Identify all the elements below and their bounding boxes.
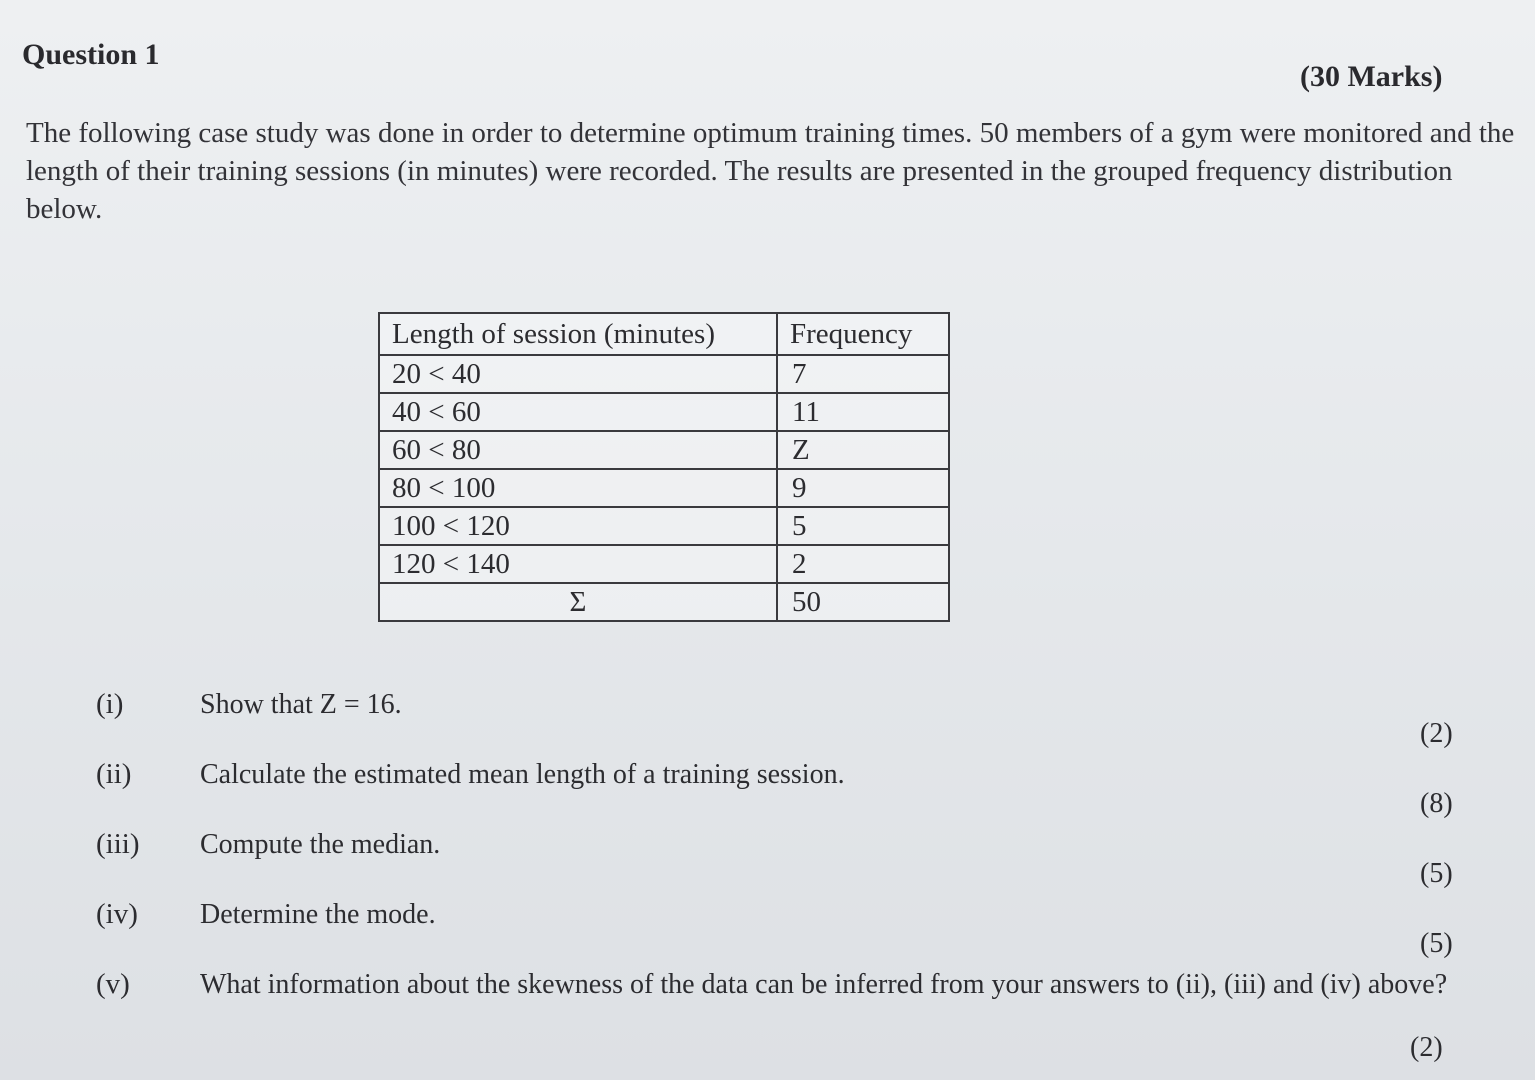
question-item — [0, 968, 1535, 1078]
length-cell: 40 < 60 — [379, 393, 777, 431]
question-text: Show that Z = 16. — [200, 689, 402, 720]
question-text: Compute the median. — [200, 829, 441, 860]
sum-value: 50 — [777, 583, 949, 621]
question-item — [0, 828, 1535, 898]
frequency-cell: 2 — [777, 545, 949, 583]
frequency-cell: 7 — [777, 355, 949, 393]
length-cell: 80 < 100 — [379, 469, 777, 507]
frequency-cell: 9 — [777, 469, 949, 507]
header-length: Length of session (minutes) — [379, 313, 777, 355]
intro-paragraph: The following case study was done in order to determine optimum training times. 50 members of a gym were monitored and the length of their training sessions (in minutes) were recorded. The results are presented in the grouped frequency distribution below. — [26, 117, 1515, 225]
question-item — [0, 898, 1535, 968]
sum-symbol: Σ — [379, 583, 777, 621]
question-marks: (5) — [1420, 928, 1453, 959]
table-row — [379, 393, 949, 431]
question-marks: (5) — [1420, 858, 1453, 889]
table-sum-row — [379, 583, 949, 621]
table-row — [379, 355, 949, 393]
length-cell: 60 < 80 — [379, 431, 777, 469]
question-number: (iv) — [96, 898, 138, 930]
frequency-table — [378, 312, 950, 622]
table-row — [379, 431, 949, 469]
length-cell: 100 < 120 — [379, 507, 777, 545]
question-text: Determine the mode. — [200, 899, 436, 930]
frequency-cell: Z — [777, 431, 949, 469]
question-item — [0, 758, 1535, 828]
length-cell: 120 < 140 — [379, 545, 777, 583]
header-frequency: Frequency — [777, 313, 949, 355]
question-title: Question 1 — [22, 38, 160, 71]
frequency-cell: 5 — [777, 507, 949, 545]
table-row — [379, 507, 949, 545]
question-marks: (2) — [1410, 1032, 1443, 1063]
question-text: What information about the skewness of the data can be inferred from your answers to (ii), (iii) and (iv) above? — [200, 969, 1448, 1000]
length-cell: 20 < 40 — [379, 355, 777, 393]
question-text: Calculate the estimated mean length of a training session. — [200, 759, 845, 790]
question-number: (i) — [96, 688, 124, 720]
question-item — [0, 688, 1535, 758]
frequency-cell: 11 — [777, 393, 949, 431]
question-marks: (8) — [1420, 788, 1453, 819]
table-header-row — [379, 313, 949, 355]
table-row — [379, 545, 949, 583]
question-marks: (2) — [1420, 718, 1453, 749]
question-number: (iii) — [96, 828, 140, 860]
question-number: (v) — [96, 968, 130, 1000]
question-number: (ii) — [96, 758, 132, 790]
total-marks: (30 Marks) — [1300, 60, 1443, 93]
table-row — [379, 469, 949, 507]
